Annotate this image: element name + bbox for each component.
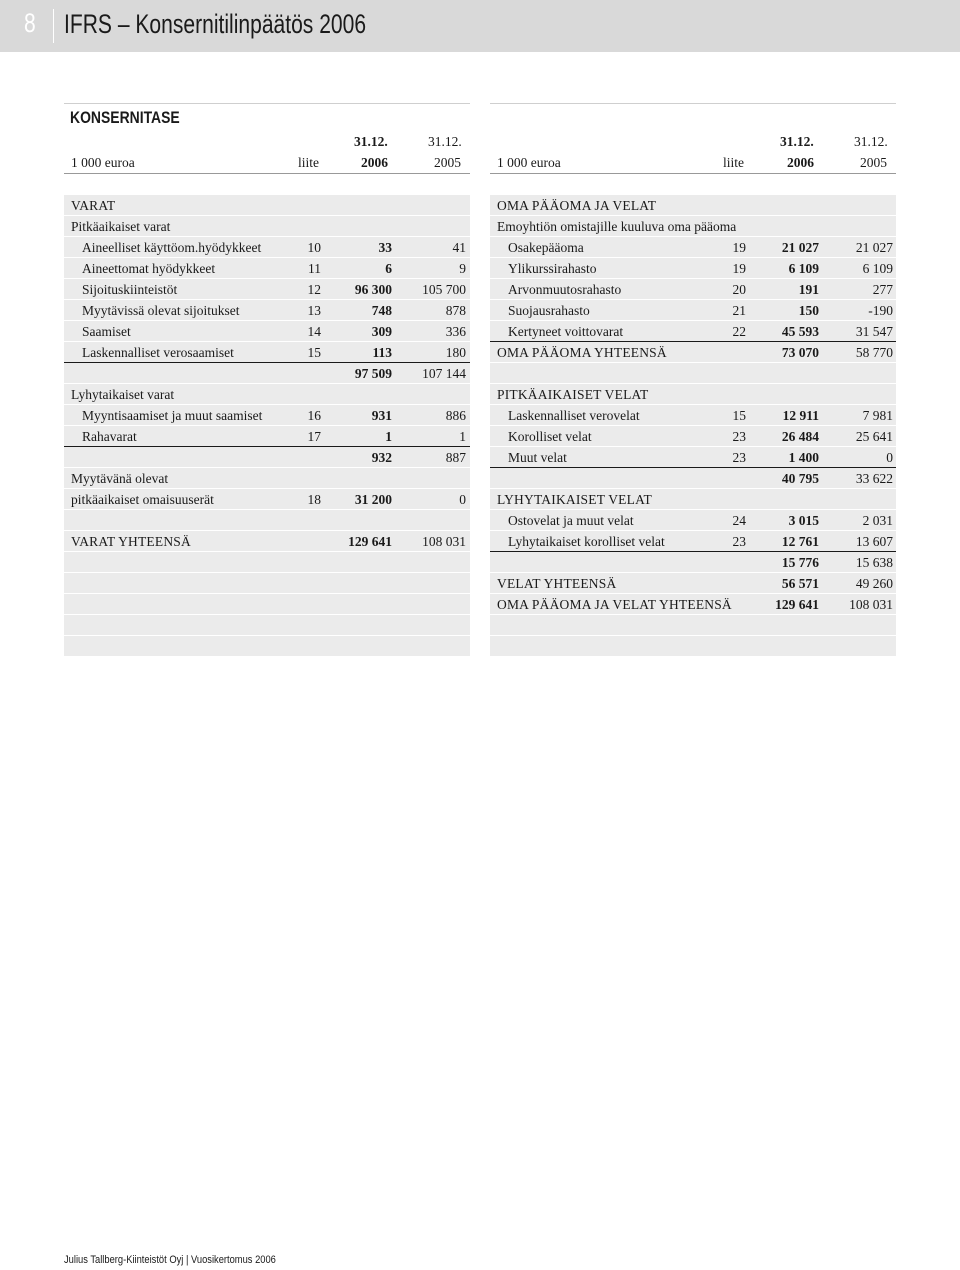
row-label: Myyntisaamiset ja muut saamiset <box>82 408 263 423</box>
row-label: Pitkäaikaiset varat <box>71 219 171 234</box>
page-header <box>0 0 960 52</box>
row-label: Arvonmuutosrahasto <box>508 282 622 297</box>
table-row <box>64 405 470 426</box>
table-row <box>490 447 896 468</box>
row-note: 22 <box>732 324 746 339</box>
row-label: Ylikurssirahasto <box>508 261 597 276</box>
row-note: 21 <box>732 303 746 318</box>
row-value-2006: 21 027 <box>781 240 819 255</box>
table-row <box>64 636 470 657</box>
row-value-2006: 309 <box>371 324 392 339</box>
header-date-2005: 31.12. <box>854 134 888 149</box>
row-value-2005: 105 700 <box>422 282 466 297</box>
table-row <box>490 342 896 363</box>
row-value-2005: 9 <box>459 261 466 276</box>
header-date-2006: 31.12. <box>354 134 388 149</box>
table-row <box>64 363 470 384</box>
assets-table <box>64 103 470 657</box>
header-unit: 1 000 euroa <box>497 155 561 170</box>
row-label: VELAT YHTEENSÄ <box>497 576 617 591</box>
row-label: VARAT YHTEENSÄ <box>71 534 191 549</box>
row-value-2005: 49 260 <box>855 576 893 591</box>
row-value-2005: 0 <box>886 450 893 465</box>
row-value-2006: 6 <box>385 261 392 276</box>
column-header-dates <box>490 131 896 152</box>
row-value-2006: 15 776 <box>781 555 819 570</box>
row-value-2006: 931 <box>371 408 392 423</box>
row-note: 13 <box>307 303 321 318</box>
row-label: Aineettomat hyödykkeet <box>82 261 216 276</box>
row-note: 17 <box>307 429 321 444</box>
table-row <box>490 594 896 615</box>
table-row <box>64 510 470 531</box>
table-row <box>64 300 470 321</box>
row-value-2006: 129 641 <box>775 597 819 612</box>
row-value-2005: 180 <box>445 345 466 360</box>
row-label: Korolliset velat <box>508 429 592 444</box>
page-footer: Julius Tallberg-Kiinteistöt Oyj | Vuosikertomus 2006 <box>64 1254 276 1266</box>
row-label: Aineelliset käyttöom.hyödykkeet <box>82 240 262 255</box>
table-row <box>490 531 896 552</box>
table-row <box>64 216 470 237</box>
row-value-2006: 33 <box>378 240 392 255</box>
row-value-2005: 6 109 <box>862 261 893 276</box>
row-value-2005: 25 641 <box>855 429 893 444</box>
table-row <box>490 468 896 489</box>
header-unit: 1 000 euroa <box>71 155 135 170</box>
row-value-2006: 3 015 <box>788 513 819 528</box>
row-value-2005: 878 <box>445 303 466 318</box>
table-row <box>490 279 896 300</box>
row-label: Emoyhtiön omistajille kuuluva oma pääoma <box>497 219 737 234</box>
row-value-2006: 113 <box>372 345 392 360</box>
row-note: 23 <box>732 450 746 465</box>
row-value-2006: 26 484 <box>781 429 819 444</box>
row-note: 12 <box>307 282 321 297</box>
section-title-text: KONSERNITASE <box>70 108 180 127</box>
header-year-2006: 2006 <box>361 155 388 170</box>
row-label: Lyhytaikaiset varat <box>71 387 175 402</box>
row-value-2006: 96 300 <box>354 282 392 297</box>
row-label: pitkäaikaiset omaisuuserät <box>71 492 214 507</box>
header-date-2005: 31.12. <box>428 134 462 149</box>
liabilities-table <box>490 103 896 657</box>
table-row <box>490 300 896 321</box>
table-row <box>490 405 896 426</box>
row-label: Muut velat <box>508 450 567 465</box>
row-value-2005: 7 981 <box>862 408 893 423</box>
row-value-2006: 932 <box>371 450 392 465</box>
row-label: Myytävissä olevat sijoitukset <box>82 303 240 318</box>
row-value-2006: 40 795 <box>781 471 819 486</box>
row-value-2005: 887 <box>445 450 466 465</box>
header-divider <box>53 9 54 43</box>
row-label: Kertyneet voittovarat <box>508 324 624 339</box>
table-row <box>64 447 470 468</box>
row-value-2006: 150 <box>798 303 819 318</box>
table-row <box>490 510 896 531</box>
row-value-2005: 1 <box>459 429 466 444</box>
row-label: OMA PÄÄOMA JA VELAT <box>497 198 657 213</box>
table-row <box>490 216 896 237</box>
table-row <box>64 594 470 615</box>
table-row <box>490 489 896 510</box>
table-row <box>64 279 470 300</box>
table-row <box>490 174 896 195</box>
header-note: liite <box>723 155 744 170</box>
row-note: 19 <box>732 261 746 276</box>
header-year-2005: 2005 <box>860 155 887 170</box>
row-note: 18 <box>307 492 321 507</box>
assets-rows <box>64 174 470 657</box>
row-value-2005: 886 <box>445 408 466 423</box>
section-title <box>64 103 470 131</box>
row-label: Saamiset <box>82 324 131 339</box>
row-value-2006: 97 509 <box>354 366 392 381</box>
row-note: 20 <box>732 282 746 297</box>
row-value-2005: 13 607 <box>855 534 893 549</box>
column-header-years <box>64 152 470 173</box>
row-label: Laskennalliset verosaamiset <box>82 345 234 360</box>
table-row <box>64 321 470 342</box>
table-row <box>64 342 470 363</box>
row-label: PITKÄAIKAISET VELAT <box>497 387 649 402</box>
page-title: IFRS – Konsernitilinpäätös 2006 <box>64 9 367 39</box>
row-note: 24 <box>732 513 746 528</box>
row-value-2005: 108 031 <box>422 534 466 549</box>
row-note: 19 <box>732 240 746 255</box>
row-value-2006: 1 400 <box>788 450 819 465</box>
liabilities-rows <box>490 174 896 657</box>
row-label: VARAT <box>71 198 116 213</box>
table-row <box>64 237 470 258</box>
table-row <box>64 552 470 573</box>
row-label: LYHYTAIKAISET VELAT <box>497 492 652 507</box>
row-value-2005: 107 144 <box>422 366 466 381</box>
row-value-2006: 129 641 <box>348 534 392 549</box>
header-year-2005: 2005 <box>434 155 461 170</box>
row-value-2005: 336 <box>445 324 466 339</box>
row-value-2005: 2 031 <box>862 513 893 528</box>
table-row <box>64 615 470 636</box>
header-year-2006: 2006 <box>787 155 814 170</box>
row-label: Ostovelat ja muut velat <box>508 513 634 528</box>
table-row <box>490 615 896 636</box>
row-value-2006: 191 <box>798 282 819 297</box>
table-row <box>490 195 896 216</box>
row-note: 23 <box>732 534 746 549</box>
page-number: 8 <box>24 8 35 38</box>
row-label: Sijoituskiinteistöt <box>82 282 178 297</box>
row-label: Laskennalliset verovelat <box>508 408 640 423</box>
table-row <box>490 237 896 258</box>
row-value-2006: 12 911 <box>782 408 819 423</box>
table-row <box>490 552 896 573</box>
table-row <box>490 573 896 594</box>
table-row <box>64 468 470 489</box>
table-row <box>490 321 896 342</box>
row-value-2005: 277 <box>872 282 893 297</box>
row-value-2006: 73 070 <box>781 345 819 360</box>
table-row <box>64 258 470 279</box>
row-value-2005: -190 <box>868 303 893 318</box>
table-row <box>64 489 470 510</box>
row-label: OMA PÄÄOMA YHTEENSÄ <box>497 345 667 360</box>
table-row <box>490 426 896 447</box>
row-value-2006: 12 761 <box>781 534 819 549</box>
row-label: Osakepääoma <box>508 240 584 255</box>
table-row <box>490 636 896 657</box>
table-row <box>64 573 470 594</box>
header-note: liite <box>298 155 319 170</box>
table-row <box>64 531 470 552</box>
row-label: Rahavarat <box>82 429 137 444</box>
row-label: Myytävänä olevat <box>71 471 169 486</box>
row-value-2006: 748 <box>371 303 392 318</box>
row-value-2005: 33 622 <box>855 471 893 486</box>
row-value-2005: 15 638 <box>855 555 893 570</box>
row-note: 23 <box>732 429 746 444</box>
table-row <box>64 384 470 405</box>
row-value-2006: 45 593 <box>781 324 819 339</box>
row-label: Suojausrahasto <box>508 303 590 318</box>
row-value-2006: 31 200 <box>354 492 392 507</box>
table-row <box>490 363 896 384</box>
row-label: Lyhytaikaiset korolliset velat <box>508 534 665 549</box>
table-row <box>490 384 896 405</box>
row-value-2006: 56 571 <box>781 576 819 591</box>
table-row <box>64 195 470 216</box>
row-value-2005: 108 031 <box>849 597 893 612</box>
table-row <box>64 426 470 447</box>
row-note: 16 <box>307 408 321 423</box>
column-header-dates <box>64 131 470 152</box>
row-note: 15 <box>732 408 746 423</box>
row-note: 14 <box>307 324 321 339</box>
row-label: OMA PÄÄOMA JA VELAT YHTEENSÄ <box>497 597 732 612</box>
row-note: 11 <box>308 261 321 276</box>
row-value-2005: 21 027 <box>855 240 893 255</box>
table-row <box>490 258 896 279</box>
row-value-2006: 1 <box>385 429 392 444</box>
section-title-spacer <box>490 103 896 131</box>
row-note: 10 <box>307 240 321 255</box>
row-value-2005: 0 <box>459 492 466 507</box>
column-header-years <box>490 152 896 173</box>
header-date-2006: 31.12. <box>780 134 814 149</box>
row-value-2006: 6 109 <box>788 261 819 276</box>
table-row <box>64 174 470 195</box>
row-value-2005: 31 547 <box>855 324 893 339</box>
row-value-2005: 58 770 <box>855 345 893 360</box>
row-note: 15 <box>307 345 321 360</box>
row-value-2005: 41 <box>452 240 466 255</box>
